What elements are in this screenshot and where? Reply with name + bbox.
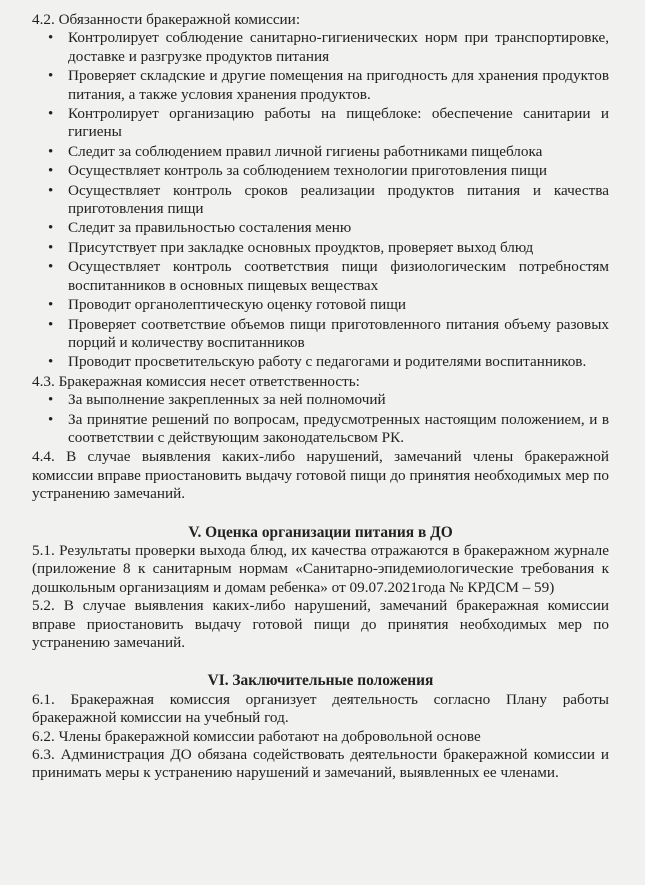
clause-4-4: 4.4. В случае выявления каких-либо нарушений, замечаний члены бракеражной комиссии вправе приостановить выдачу готовой пищи до принятия необходимых мер по устранению замечаний. <box>32 448 609 503</box>
clause-6-2: 6.2. Члены бракеражной комиссии работают на добровольной основе <box>32 727 481 745</box>
list-item: • За выполнение закрепленных за ней полномочий <box>68 391 609 410</box>
clause-6-3: 6.3. Администрация ДО обязана содействовать деятельности бракеражной комиссии и принимать меры к устранению нарушений и замечаний, выявленных ее членами. <box>32 746 609 782</box>
list-item: • Проводит органолептическую оценку готовой пищи <box>68 296 609 315</box>
list-item: • Присутствует при закладке основных проудктов, проверяет выход блюд <box>68 239 609 258</box>
clause-4-2-title: 4.2. Обязанности бракеражной комиссии: <box>32 11 301 28</box>
list-item: • Осуществляет контроль сроков реализации продуктов питания и качества приготовления пищи <box>68 182 609 220</box>
clause-6-1: 6.1. Бракеражная комиссия организует деятельность согласно Плану работы бракеражной комиссии на учебный год. <box>32 690 609 727</box>
section-5-heading: V. Оценка организации питания в ДО <box>188 523 453 541</box>
clause-4-3-title: 4.3. Бракеражная комиссия несет ответственность: <box>32 372 360 390</box>
list-item: • Следит за правильностью состаления меню <box>68 219 609 238</box>
list-item: • Контролирует соблюдение санитарно-гигиенических норм при транспортировке, доставке и разгрузке продуктов питания <box>68 29 609 67</box>
section-spacer <box>32 504 609 524</box>
section-6-heading: VI. Заключительные положения <box>207 672 434 690</box>
list-item: • Проверяет складские и другие помещения на пригодность для хранения продуктов питания, а также условия хранения продуктов. <box>68 67 609 105</box>
clause-5-2: 5.2. В случае выявления каких-либо нарушений, замечаний бракеражная комиссии вправе приостановить выдачу готовой пищи до принятия необходимых мер по устранению замечаний. <box>32 597 609 651</box>
duties-list <box>32 29 609 372</box>
list-item: • Проводит просветительскую работу с педагогами и родителями воспитанников. <box>68 353 609 372</box>
list-item: • Осуществляет контроль соответствия пищи физиологическим потребностям воспитанников в основных пищевых веществах <box>68 258 609 296</box>
section-spacer <box>32 652 609 672</box>
responsibility-list <box>32 391 609 448</box>
list-item: • Осуществляет контроль за соблюдением технологии приготовления пищи <box>68 162 609 181</box>
list-item: • Проверяет соответствие объемов пищи приготовленного питания объему разовых порций и количеству воспитанников <box>68 316 609 354</box>
list-item: • Следит за соблюдением правил личной гигиены работниками пищеблока <box>68 143 609 162</box>
clause-5-1: 5.1. Результаты проверки выхода блюд, их качества отражаются в бракеражном журнале (приложение 8 к санитарным нормам «Санитарно-эпидемиологические требования к дошкольным организациям и домам ребенка» от 09.07.2021года № КРДСМ – 59) <box>32 541 609 596</box>
list-item: • Контролирует организацию работы на пищеблоке: обеспечение санитарии и гигиены <box>68 105 609 143</box>
list-item: • За принятие решений по вопросам, предусмотренных настоящим положением, и в соответствии с действующим законодательсвом РК. <box>68 411 609 449</box>
